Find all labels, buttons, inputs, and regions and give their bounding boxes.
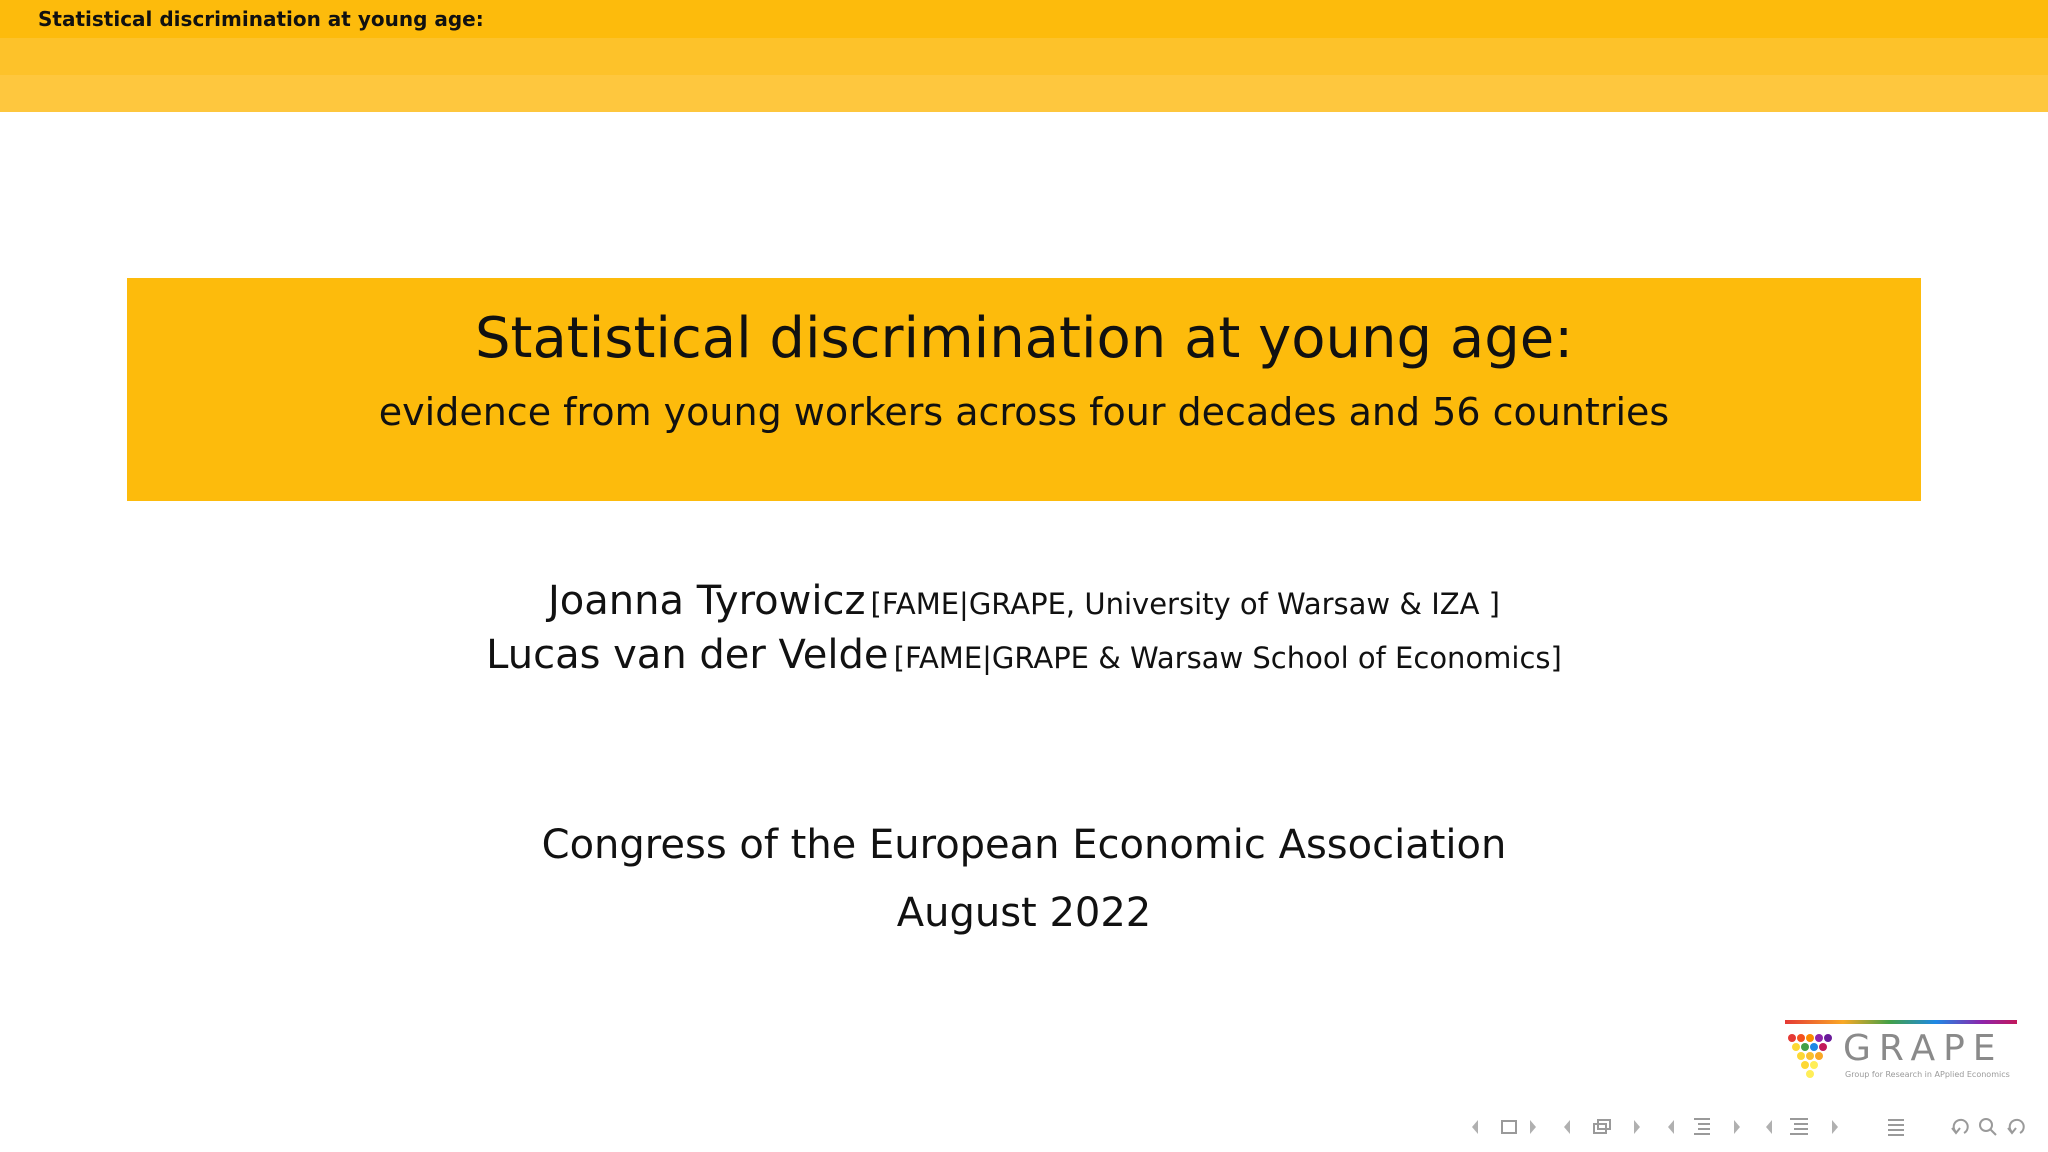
logo-stripe	[1785, 1020, 2017, 1024]
presentation-date: August 2022	[896, 890, 1152, 936]
navigation-bar	[1468, 1114, 2038, 1140]
nav-frame-icon[interactable]	[1472, 1120, 1536, 1134]
event-name: Congress of the European Economic Association	[541, 822, 1507, 868]
slide-title: Statistical discrimination at young age:	[474, 306, 1574, 371]
header-title: Statistical discrimination at young age:	[38, 7, 484, 31]
header-band-bottom	[0, 75, 2048, 112]
nav-subsection-icon[interactable]	[1564, 1120, 1640, 1134]
author-name: Joanna Tyrowicz	[548, 578, 866, 624]
nav-back-forward-search-icon[interactable]	[1952, 1119, 2024, 1135]
author-name: Lucas van der Velde	[486, 632, 889, 678]
nav-section-icon[interactable]	[1668, 1119, 1740, 1134]
author-line	[0, 578, 2048, 632]
header-bar	[0, 0, 2048, 112]
nav-appendix-icon[interactable]	[1888, 1120, 1904, 1135]
authors	[0, 578, 2048, 686]
slide-subtitle: evidence from young workers across four decades and 56 countries	[378, 390, 1670, 434]
author-line	[0, 632, 2048, 686]
logo-tagline: Group for Research in APplied Economics	[1845, 1070, 2010, 1079]
header-band-middle	[0, 38, 2048, 75]
logo-wordmark: GRAPE	[1843, 1028, 2004, 1069]
grape-logo	[1785, 1020, 2017, 1082]
author-affiliation: [FAME|GRAPE & Warsaw School of Economics]	[893, 641, 1562, 675]
nav-document-icon[interactable]	[1766, 1119, 1838, 1134]
grape-cluster-icon	[1787, 1032, 1839, 1084]
author-affiliation: [FAME|GRAPE, University of Warsaw & IZA ]	[870, 587, 1500, 621]
title-box	[127, 278, 1921, 501]
